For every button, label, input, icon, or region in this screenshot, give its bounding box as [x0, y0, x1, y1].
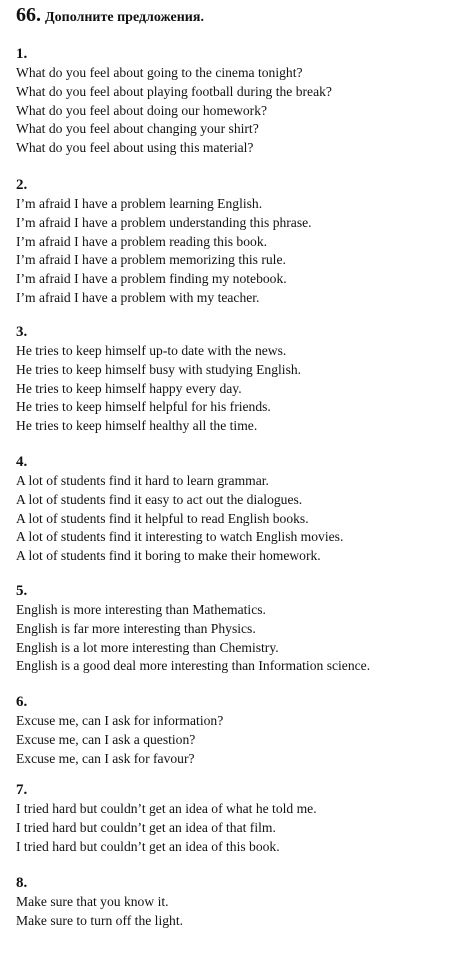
section-4	[16, 452, 456, 566]
section-number: 4.	[16, 454, 28, 470]
sentence: I tried hard but couldn’t get an idea of that film.	[16, 819, 276, 835]
sentence: He tries to keep himself healthy all the time.	[16, 418, 258, 434]
section-8	[16, 873, 456, 931]
sentence: What do you feel about using this material?	[16, 140, 254, 156]
sentence: A lot of students find it helpful to read English books.	[16, 510, 309, 526]
sentence: Excuse me, can I ask for information?	[16, 713, 224, 728]
sentence: Make sure that you know it.	[16, 894, 169, 909]
sentence: Make sure to turn off the light.	[16, 912, 183, 928]
sentence: I tried hard but couldn’t get an idea of what he told me.	[16, 801, 317, 816]
sentence: English is a lot more interesting than Chemistry.	[16, 639, 279, 655]
sentence: English is more interesting than Mathematics.	[16, 602, 266, 617]
section-number: 8.	[16, 875, 28, 891]
sentence: I’m afraid I have a problem understanding this phrase.	[16, 214, 312, 230]
sentence: Excuse me, can I ask a question?	[16, 731, 196, 747]
section-3	[16, 322, 456, 436]
sentence: A lot of students find it interesting to watch English movies.	[16, 529, 344, 545]
sentence: He tries to keep himself up-to date with the news.	[16, 343, 287, 358]
section-number: 2.	[16, 177, 28, 193]
sentence: He tries to keep himself helpful for his friends.	[16, 399, 271, 415]
exercise-number: 66.	[16, 4, 41, 26]
exercise-instruction: Дополните предложения.	[45, 10, 204, 25]
section-number: 3.	[16, 324, 28, 340]
sentence: I’m afraid I have a problem learning English.	[16, 196, 263, 211]
sentence: English is far more interesting than Physics.	[16, 620, 256, 636]
section-1	[16, 44, 456, 158]
sentence: Excuse me, can I ask for favour?	[16, 750, 195, 766]
sentence: He tries to keep himself happy every day.	[16, 380, 242, 396]
sentence: What do you feel about playing football during the break?	[16, 83, 332, 99]
section-7	[16, 780, 456, 856]
exercise-header	[16, 4, 204, 27]
sentence: What do you feel about doing our homework?	[16, 102, 268, 118]
section-5	[16, 581, 456, 676]
sentence: A lot of students find it hard to learn grammar.	[16, 473, 269, 488]
section-number: 6.	[16, 694, 28, 710]
section-number: 5.	[16, 583, 28, 599]
sentence: English is a good deal more interesting than Information science.	[16, 658, 371, 674]
sentence: A lot of students find it easy to act out the dialogues.	[16, 491, 303, 507]
section-number: 7.	[16, 782, 28, 798]
sentence: I’m afraid I have a problem with my teacher.	[16, 289, 260, 305]
sentence: What do you feel about changing your shirt?	[16, 121, 259, 137]
sentence: A lot of students find it boring to make their homework.	[16, 548, 321, 564]
section-6	[16, 692, 456, 768]
sentence: He tries to keep himself busy with studying English.	[16, 361, 302, 377]
sentence: I’m afraid I have a problem reading this book.	[16, 233, 268, 249]
sentence: What do you feel about going to the cinema tonight?	[16, 65, 303, 80]
sentence: I tried hard but couldn’t get an idea of this book.	[16, 838, 280, 854]
sentence: I’m afraid I have a problem memorizing this rule.	[16, 252, 286, 268]
sentence: I’m afraid I have a problem finding my notebook.	[16, 271, 287, 287]
section-2	[16, 175, 456, 308]
section-number: 1.	[16, 46, 28, 62]
